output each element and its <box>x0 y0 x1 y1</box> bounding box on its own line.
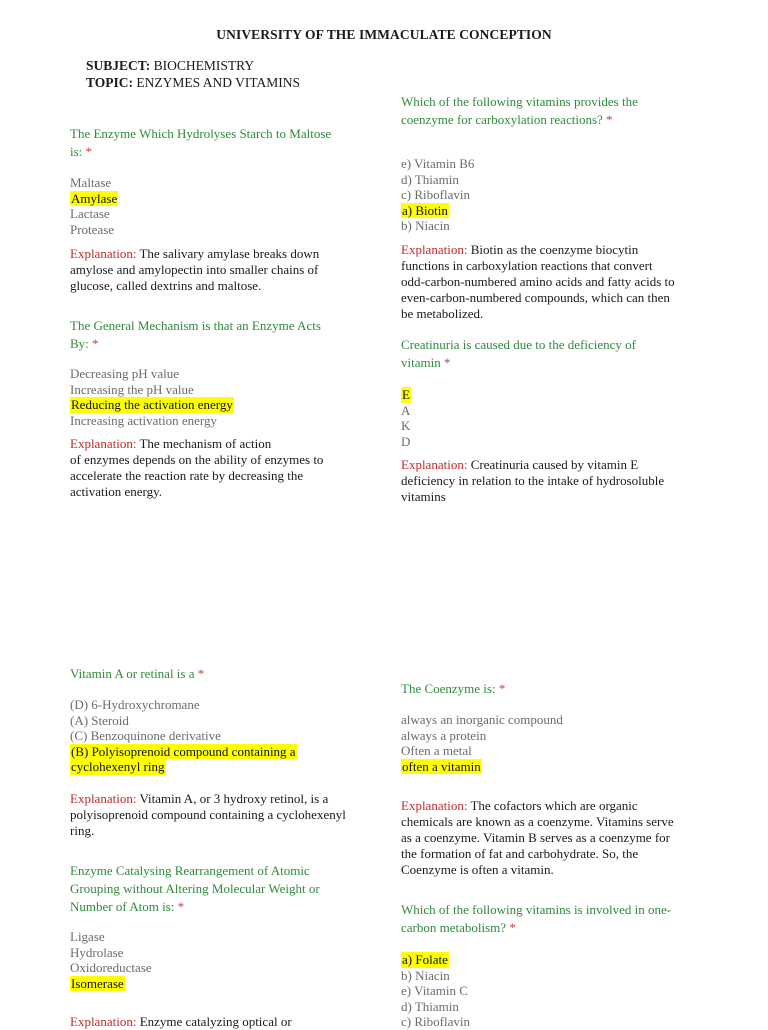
option: Increasing the pH value <box>70 381 194 397</box>
option: e) Vitamin C <box>401 983 468 999</box>
option-correct: Isomerase <box>71 975 124 991</box>
explanation-label: Explanation: <box>401 798 468 813</box>
option-correct: often a vitamin <box>402 758 481 774</box>
option: (A) Steroid <box>70 712 129 728</box>
subject-value: BIOCHEMISTRY <box>153 58 255 73</box>
required-asterisk: * <box>92 336 99 351</box>
option: (C) Benzoquinone derivative <box>70 728 221 744</box>
option-correct: a) Folate <box>402 952 448 967</box>
option: d) Thiamin <box>401 998 459 1014</box>
options-7 <box>401 712 563 774</box>
option: A <box>401 402 411 418</box>
option-correct: a) Biotin <box>402 202 448 218</box>
explanation-7: Explanation: The cofactors which are organic chemicals are known as a coenzyme. Vitamins serve as a coenzyme. Vitamin B serves as a coenzyme for the formation of fat and carbohydrate. So, the Coenzyme is often a vitamin. <box>401 798 674 877</box>
question-3 <box>70 665 204 683</box>
topic-label: TOPIC: <box>86 75 134 90</box>
topic-line <box>86 74 300 91</box>
explanation-5: Explanation: Biotin as the coenzyme biocytin functions in carboxylation reactions that convert odd-carbon-numbered amino acids and fatty acids to even-carbon-numbered compounds, which can then be metabolized. <box>401 242 675 321</box>
explanation-label: Explanation: <box>70 791 137 806</box>
required-asterisk: * <box>197 666 205 681</box>
question-line: vitamin * <box>401 355 451 370</box>
question-line: Creatinuria is caused due to the deficiency of <box>401 337 636 352</box>
required-asterisk: * <box>177 899 185 914</box>
options-2 <box>70 366 234 428</box>
options-3 <box>70 697 297 775</box>
question-7 <box>401 680 505 698</box>
explanation-label: Explanation: <box>401 242 468 257</box>
explanation-label: Explanation: <box>401 457 468 472</box>
option: Lactase <box>70 206 110 222</box>
question-2 <box>70 317 321 353</box>
options-4 <box>70 929 152 991</box>
explanation-label: Explanation: <box>70 436 137 451</box>
option: Protease <box>70 221 115 237</box>
question-line: By: * <box>70 336 99 351</box>
required-asterisk: * <box>606 112 613 127</box>
option: Increasing activation energy <box>70 412 218 428</box>
options-8 <box>401 952 470 1030</box>
options-6 <box>401 387 411 449</box>
question-5 <box>401 93 638 129</box>
option: Often a metal <box>401 743 472 759</box>
option: always a protein <box>401 727 487 743</box>
topic-value: ENZYMES AND VITAMINS <box>136 75 301 90</box>
option: c) Riboflavin <box>401 187 470 203</box>
option-correct: Reducing the activation energy <box>71 397 233 413</box>
question-line: Which of the following vitamins provides the <box>401 94 638 109</box>
subject-line <box>86 57 254 74</box>
option: c) Riboflavin <box>401 1014 470 1030</box>
option: b) Niacin <box>401 218 450 234</box>
option: Ligase <box>70 929 105 944</box>
explanation-4: Explanation: Enzyme catalyzing optical or <box>70 1014 292 1029</box>
question-line: carbon metabolism? * <box>401 920 516 935</box>
question-line: Number of Atom is: * <box>70 899 185 914</box>
question-6 <box>401 336 636 372</box>
question-1 <box>70 125 331 161</box>
option: K <box>401 418 411 434</box>
explanation-label: Explanation: <box>70 246 137 261</box>
required-asterisk: * <box>509 920 516 935</box>
question-line: Which of the following vitamins is involved in one- <box>401 902 672 917</box>
question-4 <box>70 862 320 916</box>
explanation-3: Explanation: Vitamin A, or 3 hydroxy retinol, is a polyisoprenoid compound containing a cyclohexenyl ring. <box>70 791 346 838</box>
required-asterisk: * <box>498 681 506 696</box>
explanation-6: Explanation: Creatinuria caused by vitamin E deficiency in relation to the intake of hydrosoluble vitamins <box>401 457 665 504</box>
question-line: The Coenzyme is: * <box>401 681 506 696</box>
explanation-label: Explanation: <box>70 1014 137 1029</box>
question-line: Vitamin A or retinal is a * <box>70 666 205 681</box>
required-asterisk: * <box>443 355 451 370</box>
options-1 <box>70 175 118 237</box>
option: always an inorganic compound <box>401 712 563 727</box>
question-line: Grouping without Altering Molecular Weight or <box>70 881 320 896</box>
option-correct: Amylase <box>71 190 118 206</box>
question-line: coenzyme for carboxylation reactions? * <box>401 112 613 127</box>
question-8 <box>401 901 671 937</box>
explanation-1: Explanation: The salivary amylase breaks down amylose and amylopectin into smaller chains of glucose, called dextrins and maltose. <box>70 246 320 293</box>
option: b) Niacin <box>401 967 450 983</box>
option: D <box>401 433 411 449</box>
question-line: The Enzyme Which Hydrolyses Starch to Maltose <box>70 126 332 141</box>
option: Maltase <box>70 175 112 190</box>
option-correct: (B) Polyisoprenoid compound containing a <box>71 743 296 759</box>
subject-label: SUBJECT: <box>86 58 151 73</box>
option: Oxidoreductase <box>70 960 152 976</box>
question-line: is: * <box>70 144 93 159</box>
options-5 <box>401 156 474 234</box>
option: Hydrolase <box>70 944 124 960</box>
option: d) Thiamin <box>401 171 459 187</box>
option: Decreasing pH value <box>70 366 180 381</box>
question-line: The General Mechanism is that an Enzyme Acts <box>70 318 321 333</box>
option: e) Vitamin B6 <box>401 156 475 171</box>
option-correct: E <box>402 387 410 402</box>
document-title: UNIVERSITY OF THE IMMACULATE CONCEPTION <box>216 27 552 42</box>
explanation-2: Explanation: The mechanism of action of enzymes depends on the ability of enzymes to accelerate the reaction rate by decreasing the activation energy. <box>70 436 324 499</box>
required-asterisk: * <box>85 144 93 159</box>
question-line: Enzyme Catalysing Rearrangement of Atomic <box>70 863 310 878</box>
option: (D) 6-Hydroxychromane <box>70 697 200 712</box>
option-correct: cyclohexenyl ring <box>71 759 165 775</box>
